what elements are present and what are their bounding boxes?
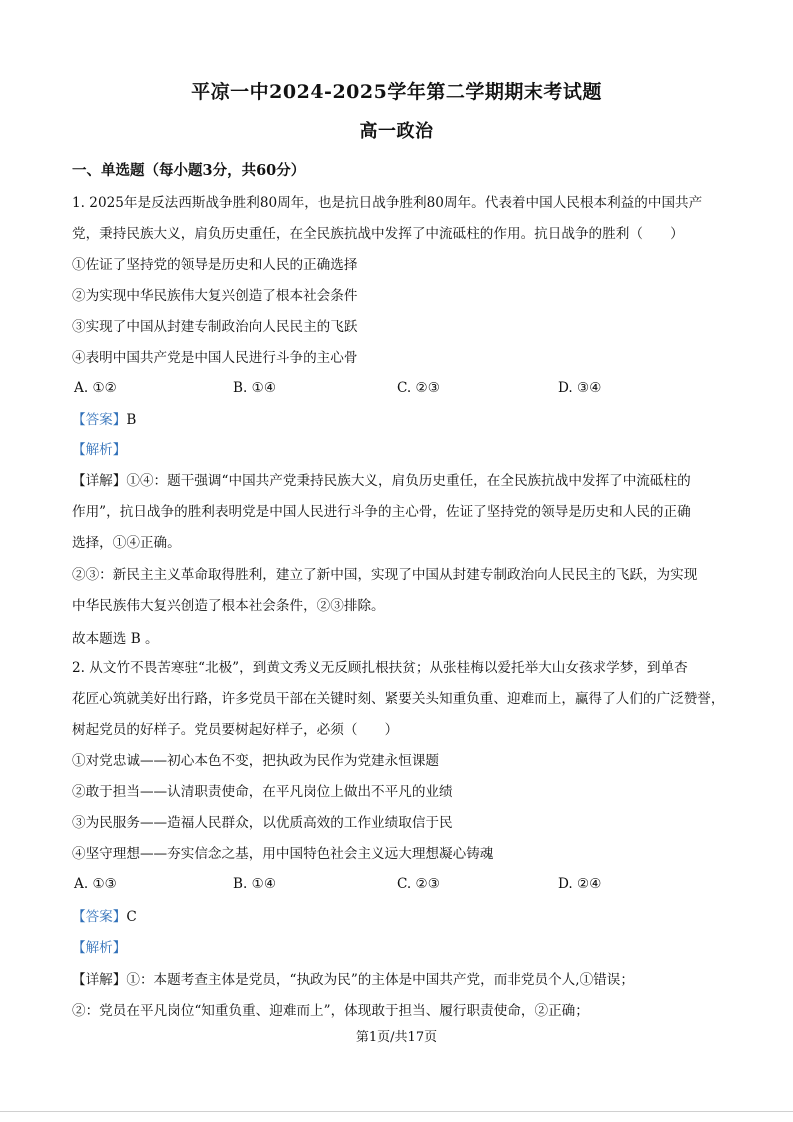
q1-option-c: C. ②③: [397, 380, 440, 396]
q2-item-2: ②敢于担当——认清职责使命，在平凡岗位上做出不平凡的业绩: [72, 784, 453, 800]
q2-stem-line-3: 树起党员的好样子。党员要树起好样子，必须（ ）: [72, 722, 399, 738]
detail-text: ①④：题干强调“中国共产党秉持民族大义，肩负历史重任，在全民族抗战中发挥了中流砥柱的: [126, 473, 691, 489]
q1-detail-line-3: 选择，①④正确。: [72, 535, 181, 551]
q2-option-a: A. ①③: [74, 876, 117, 892]
q1-item-3: ③实现了中国从封建专制政治向人民民主的飞跃: [72, 319, 358, 335]
q1-analysis-tag: 【解析】: [72, 442, 127, 458]
answer-tag: 【答案】: [72, 412, 127, 428]
q2-detail-line-2: ②：党员在平凡岗位“知重负重、迎难而上”，体现敢于担当、履行职责使命，②正确；: [72, 1003, 589, 1019]
q2-item-4: ④坚守理想——夯实信念之基，用中国特色社会主义远大理想凝心铸魂: [72, 846, 494, 862]
detail-text: ①：本题考查主体是党员，“执政为民”的主体是中国共产党，而非党员个人,①错误；: [126, 972, 634, 988]
q1-detail-line-4: ②③：新民主主义革命取得胜利，建立了新中国，实现了中国从封建专制政治向人民民主的飞跃，为实现: [72, 567, 698, 583]
detail-tag: 【详解】: [72, 972, 127, 988]
q2-answer: [72, 908, 732, 926]
q1-item-1: ①佐证了坚持党的领导是历史和人民的正确选择: [72, 257, 358, 273]
q1-stem-line-1: 1. 2025年是反法西斯战争胜利80周年，也是抗日战争胜利80周年。代表着中国人民根本利益的中国共产: [72, 195, 703, 211]
q1-stem-line-2: 党，秉持民族大义，肩负历史重任，在全民族抗战中发挥了中流砥柱的作用。抗日战争的胜利（ ）: [72, 226, 684, 242]
detail-tag: 【详解】: [72, 473, 127, 489]
exam-title: 平凉一中2024-2025学年第二学期期末考试题: [191, 81, 602, 103]
q2-option-d: D. ②④: [558, 876, 602, 892]
q1-item-4: ④表明中国共产党是中国人民进行斗争的主心骨: [72, 350, 358, 366]
subject-title: 高一政治: [359, 121, 434, 142]
q2-option-b: B. ①④: [233, 876, 277, 892]
q1-option-d: D. ③④: [558, 380, 602, 396]
q1-detail-line-5: 中华民族伟大复兴创造了根本社会条件，②③排除。: [72, 598, 385, 614]
q1-item-2: ②为实现中华民族伟大复兴创造了根本社会条件: [72, 288, 358, 304]
q2-item-1: ①对党忠诚——初心本色不变，把执政为民作为党建永恒课题: [72, 753, 440, 769]
answer-value: C: [126, 909, 137, 925]
section-heading: 一、单选题（每小题3分，共60分）: [72, 162, 306, 179]
bottom-divider: [0, 1111, 793, 1112]
answer-value: B: [126, 412, 137, 428]
q1-detail-line-2: 作用”，抗日战争的胜利表明党是中国人民进行斗争的主心骨，佐证了坚持党的领导是历史和人民的正确: [72, 504, 691, 520]
q2-detail-line-1: [72, 971, 732, 989]
q2-option-c: C. ②③: [397, 876, 440, 892]
q1-conclusion: 故本题选 B 。: [72, 631, 159, 647]
q2-stem-line-1: 2. 从文竹不畏苦寒驻“北极”，到黄文秀义无反顾扎根扶贫；从张桂梅以爱托举大山女孩求学梦，到单杏: [72, 660, 688, 676]
q1-detail-line-1: [72, 472, 732, 490]
q1-option-a: A. ①②: [74, 380, 117, 396]
answer-tag: 【答案】: [72, 909, 127, 925]
q2-stem-line-2: 花匠心筑就美好出行路，许多党员干部在关键时刻、紧要关头知重负重、迎难而上，赢得了人们的广泛赞誉，: [72, 691, 725, 707]
q2-analysis-tag: 【解析】: [72, 940, 127, 956]
q1-answer: [72, 411, 732, 429]
q1-option-b: B. ①④: [233, 380, 277, 396]
page-number: 第1页/共17页: [355, 1030, 438, 1045]
q2-item-3: ③为民服务——造福人民群众，以优质高效的工作业绩取信于民: [72, 815, 453, 831]
